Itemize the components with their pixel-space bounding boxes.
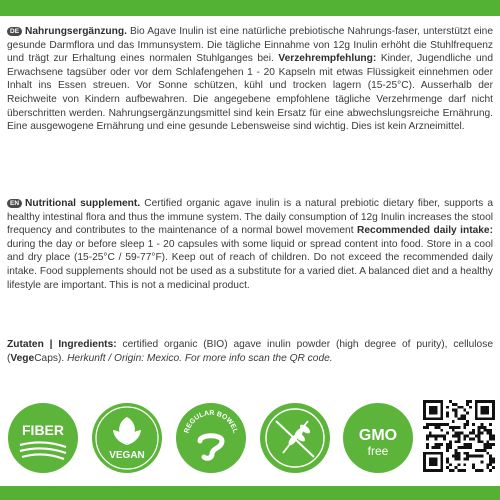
badge-row: [0, 397, 500, 483]
ingredients-text: [7, 338, 493, 365]
gmo-label: GMO: [358, 427, 398, 444]
vegan-label: VEGAN: [109, 450, 145, 461]
de-text-2: Kinder, Jugendliche und Erwachsene tagsüber oder vor dem Schlafengehen 1 - 20 Kapseln mit etwas Flüssigkeit einnehmen oder Inhalt ins Essen streuen. Vor Sonne schützen, kühl und trocken lagern (15-25°C). Ausserhalb der Reichweite von Kindern aufbewahren. Die angegebene empfohlene tägliche Verzehrmenge darf nicht überschritten werden. Nahrungsergänzungsmittel sind kein Ersatz für eine abwechslungsreiche Ernährung. Eine ausgewogene Ernährung und eine gesunde Lebensweise sind wichtig. Dies ist kein Arzneimittel.: [7, 53, 493, 133]
vegecaps-brand: Vege: [10, 352, 35, 364]
gmo-free-icon: [343, 403, 413, 473]
vegan-leaf-icon: [92, 403, 162, 473]
fiber-label: FIBER: [22, 422, 64, 438]
bottom-green-bar: [0, 486, 500, 500]
ingredients-text-2: ).: [58, 352, 68, 364]
fiber-icon: [8, 403, 78, 473]
de-heading: Nahrungsergänzung.: [25, 26, 127, 37]
english-description: [7, 197, 493, 292]
qr-code[interactable]: [423, 400, 495, 472]
lang-badge-de: DE: [7, 27, 22, 36]
ingredients-text-1: certified organic (BIO) agave inulin powder (high degree of purity), cellulose (: [7, 339, 493, 364]
de-text-1: Bio Agave Inulin ist eine natürliche prebiotische Nahrungs-faser, unterstützt eine gesunde Darmflora und das Immunsystem. Die tägliche Einnahme von 12g Inulin erhöht die Stuhlfrequenz und trägt zur Erhaltung eines normalen Stuhlganges bei.: [7, 26, 493, 65]
lang-badge-en: EN: [7, 199, 22, 208]
vegecaps-suffix: Caps: [34, 352, 58, 364]
gluten-free-wheat-icon: [260, 403, 330, 473]
en-dosage-heading: Recommended daily intake:: [357, 225, 493, 237]
en-text-1: Certified organic agave inulin is a natural prebiotic dietary fiber, supports a healthy intestinal flora and thus the immune system. The daily consumption of 12g Inulin increases the stool frequency and contributes to the maintenance of a normal bowel movement: [7, 198, 493, 237]
gmo-free-label: free: [367, 444, 389, 458]
origin-text: Herkunft / Origin: Mexico. For more info scan the QR code.: [67, 352, 333, 364]
en-heading: Nutritional supplement.: [25, 198, 141, 209]
bowel-label: REGULAR BOWEL: [183, 409, 239, 435]
regular-bowel-icon: [176, 403, 246, 473]
top-green-bar: [0, 0, 500, 16]
ingredients-label: Zutaten | Ingredients:: [7, 339, 117, 350]
en-text-2: during the day or before sleep 1 - 20 capsules with some liquid or spread content into food. Store in a cool and dry place (15-25°C / 59-77°F). Keep out of reach of children. Do not exceed the recommended daily intake. Food supplements should not be used as a substitute for a varied diet. A balanced diet and a healthy lifestyle are important. This is not a medicinal product.: [7, 238, 493, 291]
de-dosage-heading: Verzehrempfehlung:: [278, 53, 377, 65]
svg-text:REGULAR BOWEL: [184, 410, 239, 435]
german-description: [7, 25, 493, 134]
